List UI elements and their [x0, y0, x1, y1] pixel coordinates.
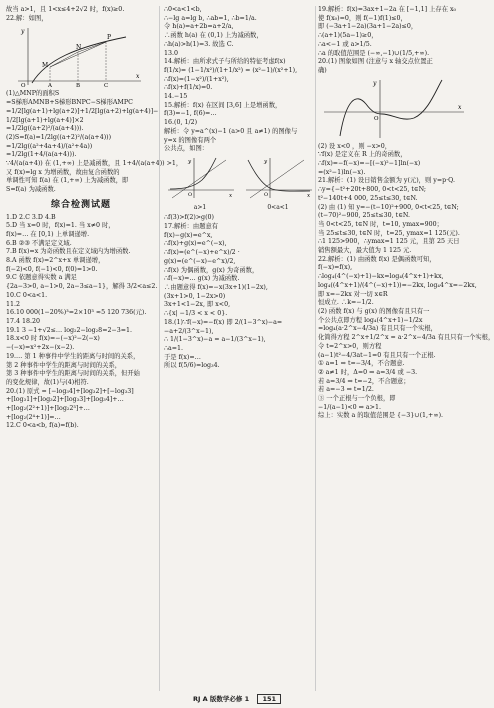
text-line: 又 f(x)=lg x 为增函数，故由复合函数的: [6, 168, 120, 176]
text-line: ∴−lg a=lg b, ∴ab=1, ∴b=1/a.: [164, 14, 257, 22]
text-line: 13.0: [164, 49, 179, 57]
text-line: 销售额最大，最大值为 1 125 元.: [318, 247, 412, 255]
text-line: ∴y={−t²+20t+800, 0<t<25, t∈N;: [318, 186, 426, 194]
answer-line: 第 3 种事件中学生的距离与时间的关系，但开始: [6, 370, 140, 378]
text-line: −a+2/(3^x−1),: [164, 327, 214, 335]
text-line: 恒成立. ∴k=−1/2.: [318, 299, 374, 307]
text-line: ③ 一个正根与一个负根，即: [318, 395, 396, 403]
fig1-label-p: P: [107, 34, 112, 42]
text-line: ∴由题意得 f(x)=−x(3x+1)(1−2x),: [164, 283, 268, 291]
answer-line: f(x)=… 在 [0,1) 上单调递增.: [6, 230, 90, 238]
text-line: 单调性可知 f(a) 在 (1,+∞) 上为减函数，即: [6, 177, 129, 185]
text-line: =S梯形AMNB+S梯形BNPC−S梯形AMPC: [6, 99, 133, 107]
answer-line: 8.A 函数 f(x)=2^x+x 单调递增，: [6, 257, 105, 265]
fig3-label-x: x: [458, 103, 462, 111]
text-line: ∴0<a<1<b,: [164, 6, 202, 13]
answer-line: 10.C 0<a<1.: [6, 291, 48, 299]
text-line: (2) 由 (1) 知 y=−(t−10)²+900, 0<t<25, t∈N;: [318, 203, 459, 211]
text-line: 确): [318, 66, 327, 74]
text-line: ∴f(x)+g(x)=e^(−x),: [164, 240, 227, 248]
text-line: t²−140t+4 000, 25≤t≤30, t∈N.: [318, 194, 418, 202]
text-line: 18.(1)∵f(−x)=−f(x) 即 2/(1−3^x)−a=: [164, 318, 283, 326]
text-line: ∴f(−x)=… g(x) 为减函数.: [164, 275, 240, 283]
text-line: =1/2lg(1+4/(a(a+4))).: [6, 151, 77, 159]
text-line: S=f(a) 为减函数.: [6, 186, 56, 194]
text-line: (1)△MNP的面积S: [6, 90, 60, 98]
column-3: [318, 6, 494, 421]
text-line: =(x²−1)ln(−x).: [318, 168, 366, 176]
text-line: 综上：实数 a 的取值范围是 {−3}∪(1,+∞).: [318, 412, 444, 420]
text-line: ∴ 1/(1−3^x)−a = a−1/(3^x−1),: [164, 336, 266, 344]
text-line: (t−70)²−900, 25≤t≤30, t∈N.: [318, 212, 410, 220]
text-line: 故当 a>1，且 1<x≤4+2√2 时，f(x)≥0.: [6, 6, 125, 13]
text-line: 使 f(x₀)=0，则 f(−1)f(1)≤0，: [318, 14, 407, 22]
text-line: ∴h(a)>h(1)=3. 故选 C.: [164, 40, 234, 48]
text-line: ∴a<−1 或 a>1/5.: [318, 40, 372, 48]
text-line: 14.解析：由所求式子与所给的特征考虑f(x): [164, 58, 286, 66]
text-line: ∴f(x)=(1−x²)/(1+x²),: [164, 75, 229, 83]
text-line: ∴f(x) 为偶函数，g(x) 为奇函数，: [164, 266, 259, 274]
text-line: ① a=1 ⇒ t=−3/4，不合题意.: [318, 360, 405, 368]
text-line: (2) 设 x<0 ，则 −x>0，: [318, 142, 392, 150]
answer-line: 9.C 依题意得实数 a 满足: [6, 274, 77, 282]
text-line: ∴{x| −1/3 < x < 0}.: [164, 310, 228, 318]
text-line: f(1/x)= (1−1/x²)/(1+1/x²) = (x²−1)/(x²+1),: [164, 66, 298, 74]
text-line: ∵f(x) 是定义在 R 上的奇函数，: [318, 151, 407, 159]
text-line: ∴log₄(4^(−x)+1)−kx=log₄(4^x+1)+kx,: [318, 273, 444, 281]
text-line: =1/2[lg(a+1)+lg(a+2)]+1/2[lg(a+2)+lg(a+4)]−: [6, 107, 159, 115]
fig1-label-a: A: [48, 83, 52, 90]
answer-line: −(−x)=x²+2x−(x−2).: [6, 344, 75, 352]
fig2b-label-x: x: [307, 192, 311, 199]
text-line: ∴f(x)+f(1/x)=0.: [164, 84, 213, 92]
page-number: 151: [257, 694, 281, 704]
fig1-label-c: C: [104, 83, 109, 90]
text-line: ∴a 的取值范围是 (−∞,−1)∪(1/5,+∞).: [318, 49, 430, 57]
text-line: ② a≠1 时，Δ=0 ⇒ a=3/4 或 −3.: [318, 368, 418, 376]
answer-line: 6.B ②③ 不满足定义域.: [6, 239, 72, 247]
fig2a-label-y: y: [188, 158, 192, 165]
answer-line: 5.D 当 x=0 时，f(x)=1. 当 x≠0 时，: [6, 222, 115, 230]
fig2b-label-y: y: [264, 158, 268, 165]
answer-line: 7.B f(x)=x 为奇函数且在定义域内为增函数.: [6, 248, 131, 256]
text-line: ∴f(x)=(e^(−x)+e^x)/2 ·: [164, 249, 240, 257]
answer-line: 16.10 000(1−20%)³=2×10³ ≈5 120 736(元).: [6, 309, 147, 317]
answer-line: 19.1 3 −1+√2≤… log₂2−log₂8=2−3=1.: [6, 326, 133, 334]
figure-caption-a-lt-1: 0<a<1: [267, 203, 289, 211]
fig2a-label-o: O: [188, 191, 193, 198]
answer-line: 19.… 第 1 种事件中学生的距离与时间的关系，: [6, 352, 140, 360]
text-line: 所以 f(5/6)=log₃4.: [164, 362, 220, 370]
text-line: 20.(1) 图象如图 (注意与 x 轴交点位置正: [318, 58, 433, 66]
text-line: f(−x)=f(x),: [318, 264, 353, 272]
footer-label: RJ A 版数学必修 1: [192, 695, 250, 703]
text-line: 公共点，如图：: [164, 145, 209, 153]
text-line: 令 h(a)=a+2b=a+2/a,: [164, 23, 234, 31]
page-footer: [0, 694, 474, 704]
text-line: 1/2[lg(a+1)+lg(a+4)]×2: [6, 116, 84, 124]
text-line: ∴f(3)>f(2)>g(0): [164, 214, 215, 222]
answer-line: 的变化规律，故(1)与(4)相符.: [6, 378, 89, 386]
answer-line: 第 2 种事件中学生的距离与时间的关系，: [6, 361, 122, 369]
fig2a-label-x: x: [229, 192, 233, 199]
answer-line: 12.C 0<a<b, f(a)=f(b).: [6, 422, 79, 430]
text-line: 若 a=−3 ⇒ t=1/2.: [318, 386, 374, 394]
text-line: 解析：令 y=a^(x)−1 (a>0 且 a≠1) 的图像与: [164, 127, 298, 135]
section-title: 综合检测试题: [50, 199, 111, 210]
text-line: (2) 函数 f(x) 与 g(x) 的图像有且只有一: [318, 307, 430, 315]
answer-line: 20.(1) 原式 = [−log₃4]+[log₃2]+[−log₃3]: [6, 387, 134, 395]
text-line: ∴1 125>900，∴ymax=1 125 元，且第 25 天日: [318, 238, 460, 246]
text-line: 16.(0, 1/2): [164, 119, 198, 127]
fig2b-label-o: O: [264, 191, 269, 198]
text-line: 化简得方程 2^x+1/2^x = a·2^x−4/3a 有且只有一个实根，: [318, 334, 494, 342]
figure-a-gt-1: [164, 156, 236, 212]
text-line: =1/2lg((a²+4a+4)/(a²+4a)): [6, 142, 93, 150]
fig3-label-o: O: [374, 115, 379, 122]
text-line: 17.解析：由题意有: [164, 223, 219, 231]
text-line: =1/2lg((a+2)²/(a(a+4))).: [6, 125, 84, 133]
column-divider: [315, 6, 316, 691]
answer-line: 17.4 18.20: [6, 317, 41, 325]
text-line: 22.解析：(1) 由函数 f(x) 是偶函数可知，: [318, 255, 436, 263]
answer-line: +[log₃1]+[log₃2]+[log₃3]+[log₃4]+…: [6, 396, 124, 404]
text-line: (a−1)t²−4/3at−1=0 有且只有一个正根.: [318, 351, 436, 359]
text-line: −1/(a−1)<0 ⇒ a>1.: [318, 403, 381, 411]
text-line: ∴a=1.: [164, 344, 184, 352]
answer-line: 1.D 2.C 3.D 4.B: [6, 213, 56, 221]
text-line: 当 25≤t≤30, t∈N 时，t=25, ymax=1 125(元).: [318, 229, 460, 237]
text-line: ∵4/(a(a+4)) 在 (1,+∞) 上是减函数，且 1+4/(a(a+4)) >1，: [6, 160, 183, 168]
text-line: f(3)=−1, f(6)=…: [164, 110, 217, 118]
text-line: g(x)=(e^(−x)−e^x)/2,: [164, 257, 236, 265]
text-line: ∴(a+1)(5a−1)≥0，: [318, 32, 378, 40]
text-line: (3x+1>0, 1−2x>0): [164, 292, 226, 300]
text-line: 若 a=3/4 ⇒ t=−2，不合题意；: [318, 377, 410, 385]
text-line: 21.解析：(1) 设日销售金额为 y(元)，则 y=p·Q.: [318, 177, 455, 185]
text-line: log₄((4^x+1)/(4^(−x)+1))=−2kx, log₄4^x=−2kx,: [318, 281, 477, 289]
fig1-label-m: M: [42, 62, 49, 70]
text-line: 15.解析：f(x) 在区间 [3,6] 上是增函数，: [164, 101, 282, 109]
figure-a-lt-1: [242, 156, 314, 212]
answer-line: {2a−3>0, a−1>0, 2a−3≤a−1}，解得 3/2<a≤2.: [6, 283, 158, 291]
text-line: 14.−15: [164, 93, 188, 101]
text-line: 即 x=−2kx 对一切 x∈R: [318, 290, 388, 298]
answer-line: 11.2: [6, 300, 21, 308]
fig1-label-x: x: [136, 73, 140, 81]
text-line: =log₄(a·2^x−4/3a) 有且只有一个实根，: [318, 325, 437, 333]
text-line: 个公共点即方程 log₄(4^x+1)−1/2x: [318, 316, 423, 324]
column-2: [164, 6, 314, 371]
text-line: ∴函数 h(a) 在 (0,1) 上为减函数，: [164, 32, 263, 40]
figure-cubic-graph: [318, 78, 468, 140]
answer-line: +[log₂(2⁴+1)]=…: [6, 413, 61, 421]
text-line: y=x 的图像有两个: [164, 136, 217, 144]
text-line: 令 t=2^x>0，则方程: [318, 342, 382, 350]
answer-line: f(−2)<0, f(−1)<0, f(0)=1>0.: [6, 265, 98, 273]
figure-caption-a-gt-1: a>1: [193, 203, 207, 211]
answer-line: 18.x<0 时 f(x)=−(−x)²−2(−x): [6, 335, 100, 343]
text-line: 19.解析：f(x)=3ax+1−2a 在 [−1,1] 上存在 x₀: [318, 6, 457, 13]
text-line: 即 (−3a+1−2a)(3a+1−2a)≤0，: [318, 23, 418, 31]
answer-line: +[log₂(2²+1)]+[log₂2³]+…: [6, 405, 90, 413]
figure-row-exponential: [164, 156, 314, 212]
text-line: 3x+1<1−2x, 即 x<0,: [164, 301, 231, 309]
text-line: 22.解：如图，: [6, 14, 48, 22]
text-line: 当 0<t<25, t∈N 时，t=10, ymax=900；: [318, 220, 443, 228]
text-line: ∴f(x)=−f(−x)=−[(−x)²−1]ln(−x): [318, 160, 421, 168]
fig1-label-b: B: [76, 83, 81, 90]
fig3-label-y: y: [373, 79, 377, 87]
text-line: (2)S=f(a)=1/2lg((a+2)²/(a(a+4))): [6, 133, 112, 141]
fig1-label-n: N: [76, 44, 82, 52]
text-line: 于是 f(x)=…: [164, 353, 201, 361]
fig1-label-o: O: [21, 83, 26, 90]
text-line: f(x)−g(x)=e^x,: [164, 231, 213, 239]
fig1-label-y: y: [21, 28, 25, 36]
column-divider: [159, 6, 160, 691]
figure-mnp-graph: [6, 25, 146, 90]
